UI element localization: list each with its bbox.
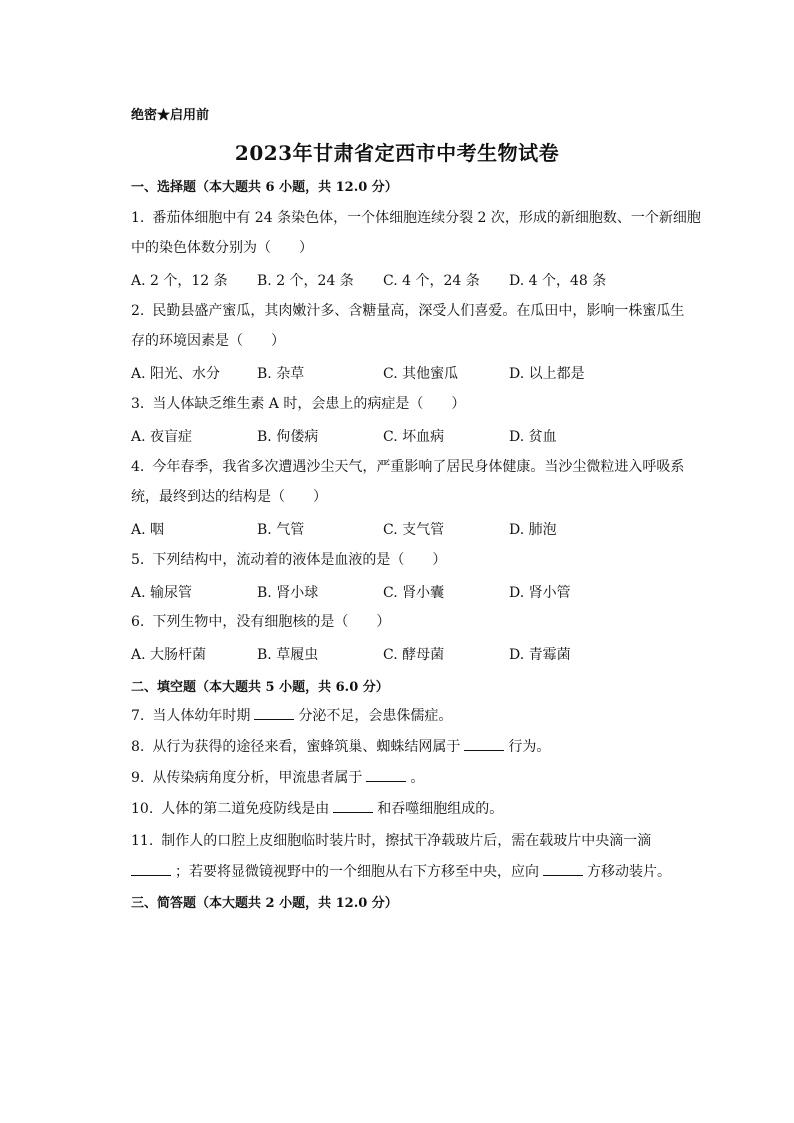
answer-blank — [464, 738, 504, 751]
question-text: 从行为获得的途径来看，蜜蜂筑巢、蜘蛛结网属于 — [152, 739, 461, 755]
question-5 — [131, 545, 671, 576]
question-number: 10. — [131, 801, 154, 817]
question-2 — [131, 296, 685, 327]
option-b: B. 2 个，24 条 — [257, 273, 354, 289]
question-text: 。 — [410, 770, 425, 786]
option-b: B. 杂草 — [257, 366, 305, 382]
question-number: 11. — [131, 833, 154, 849]
question-11 — [131, 826, 671, 857]
question-text: 和吞噬细胞组成的。 — [377, 801, 504, 817]
question-text: 方移动装片。 — [587, 864, 671, 880]
answer-blank — [254, 707, 294, 720]
option-b: B. 肾小球 — [257, 585, 319, 601]
section-heading-fill: 二、填空题（本大题共 5 小题，共 6.0 分） — [131, 680, 389, 695]
answer-blank — [543, 863, 583, 876]
question-text: 分泌不足，会患侏儒症。 — [298, 708, 453, 724]
question-7 — [131, 701, 671, 732]
question-text: 下列结构中，流动着的液体是血液的是（ ） — [152, 552, 447, 568]
question-text: 番茄体细胞中有 24 条染色体，一个体细胞连续分裂 2 次，形成的新细胞数、一个新细胞 — [152, 210, 701, 226]
page-title: 2023年甘肃省定西市中考生物试卷 — [234, 141, 560, 165]
question-number: 5. — [131, 552, 145, 568]
question-text: ；若要将显微镜视野中的一个细胞从右下方移至中央，应向 — [175, 864, 539, 880]
question-text: 当人体幼年时期 — [152, 708, 251, 724]
option-b: B. 草履虫 — [257, 647, 319, 663]
option-d: D. 贫血 — [509, 429, 557, 445]
section-heading-short-answer: 三、简答题（本大题共 2 小题，共 12.0 分） — [131, 896, 398, 911]
option-c: C. 酵母菌 — [383, 647, 445, 663]
answer-blank — [366, 769, 406, 782]
option-a: A. 夜盲症 — [131, 429, 193, 445]
answer-blank — [131, 863, 171, 876]
question-text: 下列生物中，没有细胞核的是（ ） — [152, 614, 391, 630]
option-c: C. 其他蜜瓜 — [383, 366, 459, 382]
question-number: 3. — [131, 396, 145, 412]
question-number: 2. — [131, 303, 145, 319]
option-a: A. 输尿管 — [131, 585, 193, 601]
option-a: A. 大肠杆菌 — [131, 647, 207, 663]
question-1 — [131, 203, 701, 234]
question-text: 当人体缺乏维生素 A 时，会患上的病症是（ ） — [152, 396, 466, 412]
option-c: C. 肾小囊 — [383, 585, 445, 601]
question-number: 7. — [131, 708, 145, 724]
question-number: 4. — [131, 459, 145, 475]
question-6 — [131, 607, 671, 638]
confidential-label: 绝密★启用前 — [131, 108, 210, 123]
question-10 — [131, 794, 671, 825]
option-a: A. 咽 — [131, 522, 165, 538]
question-text: 民勤县盛产蜜瓜，其肉嫩汁多、含糖量高，深受人们喜爱。在瓜田中，影响一株蜜瓜生 — [152, 303, 685, 319]
question-3 — [131, 389, 671, 420]
question-4-line2: 统，最终到达的结构是（ ） — [131, 489, 327, 505]
question-text: 从传染病角度分析，甲流患者属于 — [152, 770, 363, 786]
question-text: 人体的第二道免疫防线是由 — [161, 801, 330, 817]
question-text: 今年春季，我省多次遭遇沙尘天气，严重影响了居民身体健康。当沙尘微粒进入呼吸系 — [152, 459, 685, 475]
question-4 — [131, 452, 685, 483]
answer-blank — [333, 800, 373, 813]
option-c: C. 4 个，24 条 — [383, 273, 480, 289]
question-text: 制作人的口腔上皮细胞临时装片时，擦拭干净载玻片后，需在载玻片中央滴一滴 — [161, 833, 652, 849]
option-c: C. 支气管 — [383, 522, 445, 538]
question-number: 1. — [131, 210, 145, 226]
option-b: B. 佝偻病 — [257, 429, 319, 445]
option-d: D. 青霉菌 — [509, 647, 571, 663]
option-d: D. 以上都是 — [509, 366, 585, 382]
option-a: A. 2 个，12 条 — [131, 273, 228, 289]
question-number: 9. — [131, 770, 145, 786]
question-1-line2: 中的染色体数分别为（ ） — [131, 240, 313, 256]
option-d: D. 肾小管 — [509, 585, 571, 601]
question-11-line2 — [131, 857, 671, 888]
question-8 — [131, 732, 671, 763]
question-number: 8. — [131, 739, 145, 755]
question-text: 行为。 — [508, 739, 551, 755]
option-a: A. 阳光、水分 — [131, 366, 221, 382]
option-b: B. 气管 — [257, 522, 305, 538]
option-d: D. 4 个，48 条 — [509, 273, 607, 289]
question-number: 6. — [131, 614, 145, 630]
option-c: C. 坏血病 — [383, 429, 445, 445]
option-d: D. 肺泡 — [509, 522, 557, 538]
question-2-line2: 存的环境因素是（ ） — [131, 333, 285, 349]
section-heading-choice: 一、选择题（本大题共 6 小题，共 12.0 分） — [131, 180, 398, 195]
question-9 — [131, 763, 671, 794]
